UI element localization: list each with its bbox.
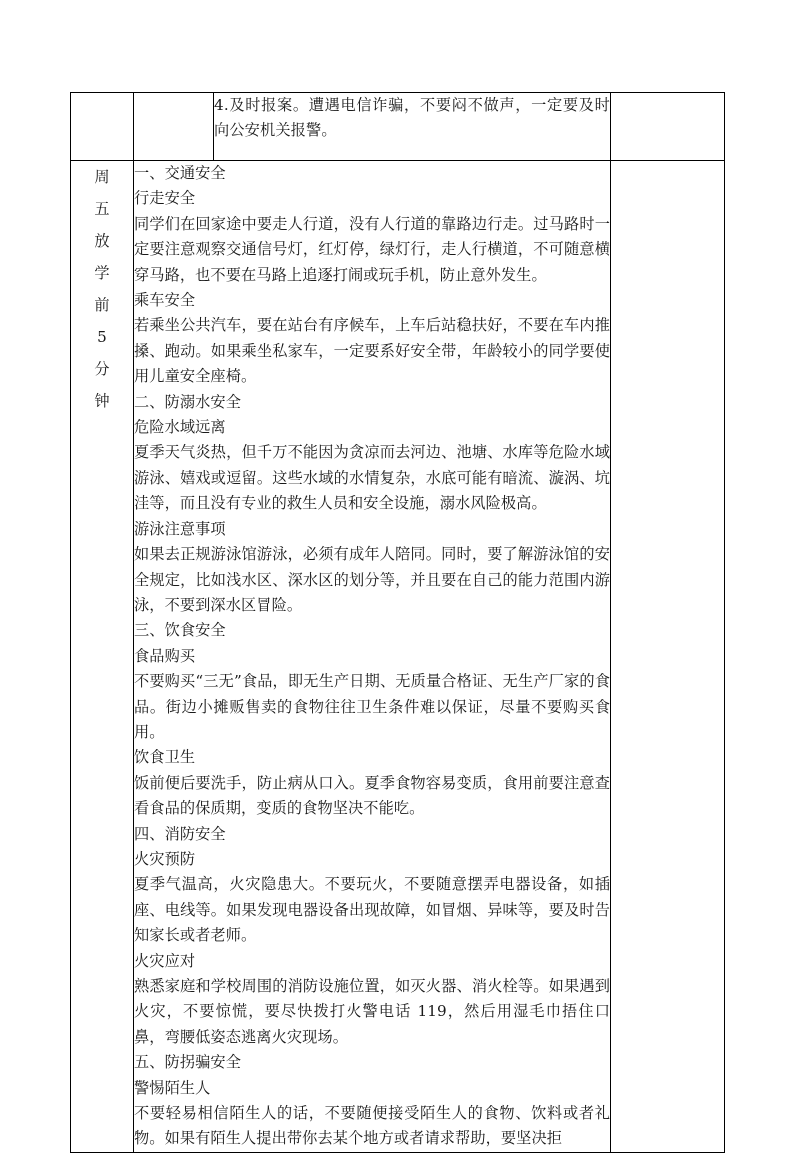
content-paragraph: 若乘坐公共汽车，要在站台有序候车，上车后站稳扶好，不要在车内推搡、跑动。如果乘坐私家车，一定要系好安全带，年龄较小的同学要使用儿童安全座椅。 — [134, 316, 610, 386]
vertical-label-char: 五 — [94, 200, 110, 218]
content-paragraph: 夏季气温高，火灾隐患大。不要玩火，不要随意摆弄电器设备，如插座、电线等。如果发现电器设备出现故障，如冒烟、异味等，要及时告知家长或者老师。 — [134, 875, 610, 945]
cell-remark-empty — [611, 93, 725, 161]
content-paragraph: 不要轻易相信陌生人的话，不要随便接受陌生人的食物、饮料或者礼物。如果有陌生人提出带你去某个地方或者请求帮助，要坚决拒 — [134, 1104, 610, 1148]
cell-remark-empty — [611, 161, 725, 1153]
safety-education-table — [70, 92, 725, 1153]
cell-safety-content — [134, 161, 611, 1153]
content-heading: 火灾预防 — [134, 849, 196, 868]
vertical-label-char: 放 — [94, 232, 110, 250]
table-row — [71, 93, 725, 161]
vertical-label-stack — [71, 161, 133, 417]
vertical-label-char: 5 — [97, 328, 107, 346]
table-row — [71, 161, 725, 1153]
content-heading: 行走安全 — [134, 189, 196, 208]
content-paragraph: 熟悉家庭和学校周围的消防设施位置，如灭火器、消火栓等。如果遇到火灾，不要惊慌，要尽快拨打火警电话 119，然后用湿毛巾捂住口鼻，弯腰低姿态逃离火灾现场。 — [134, 977, 610, 1046]
cell-period-empty — [71, 93, 134, 161]
vertical-label-char: 分 — [94, 360, 110, 378]
content-heading: 一、交通安全 — [134, 164, 226, 182]
cell-period-label — [71, 161, 134, 1153]
content-heading: 警惕陌生人 — [134, 1078, 211, 1097]
content-heading: 二、防溺水安全 — [134, 392, 242, 411]
content-heading: 三、饮食安全 — [134, 621, 226, 640]
vertical-label-char: 前 — [94, 296, 110, 314]
cell-topic-empty — [134, 93, 214, 161]
content-heading: 五、防拐骗安全 — [134, 1053, 242, 1072]
content-heading: 游泳注意事项 — [134, 519, 226, 538]
content-paragraph: 同学们在回家途中要走人行道，没有人行道的靠路边行走。过马路时一定要注意观察交通信号灯，红灯停，绿灯行，走人行横道，不可随意横穿马路，也不要在马路上追逐打闹或玩手机，防止意外发生。 — [134, 214, 610, 284]
content-heading: 火灾应对 — [134, 951, 196, 970]
content-paragraph: 如果去正规游泳馆游泳，必须有成年人陪同。同时，要了解游泳馆的安全规定，比如浅水区、深水区的划分等，并且要在自己的能力范围内游泳，不要到深水区冒险。 — [134, 545, 610, 614]
vertical-label-char: 周 — [94, 168, 110, 186]
content-heading: 乘车安全 — [134, 291, 196, 310]
content-paragraph: 不要购买“三无”食品，即无生产日期、无质量合格证、无生产厂家的食品。街边小摊贩售卖的食物往往卫生条件难以保证，尽量不要购买食用。 — [134, 672, 610, 741]
content-heading: 危险水域远离 — [134, 418, 226, 437]
content-heading: 食品购买 — [134, 646, 196, 665]
content-paragraph: 夏季天气炎热，但千万不能因为贪凉而去河边、池塘、水库等危险水域游泳、嬉戏或逗留。这些水域的水情复杂，水底可能有暗流、漩涡、坑洼等，而且没有专业的救生人员和安全设施，溺水风险极高。 — [134, 443, 610, 513]
vertical-label-char: 学 — [94, 264, 110, 282]
content-paragraph: 饭前便后要洗手，防止病从口入。夏季食物容易变质，食用前要注意查看食品的保质期，变质的食物坚决不能吃。 — [134, 773, 610, 818]
content-heading: 饮食卫生 — [134, 748, 196, 767]
vertical-label-char: 钟 — [94, 392, 110, 410]
cell-content-continued: 4.及时报案。遭遇电信诈骗，不要闷不做声，一定要及时向公安机关报警。 — [214, 93, 611, 161]
content-heading: 四、消防安全 — [134, 824, 226, 843]
